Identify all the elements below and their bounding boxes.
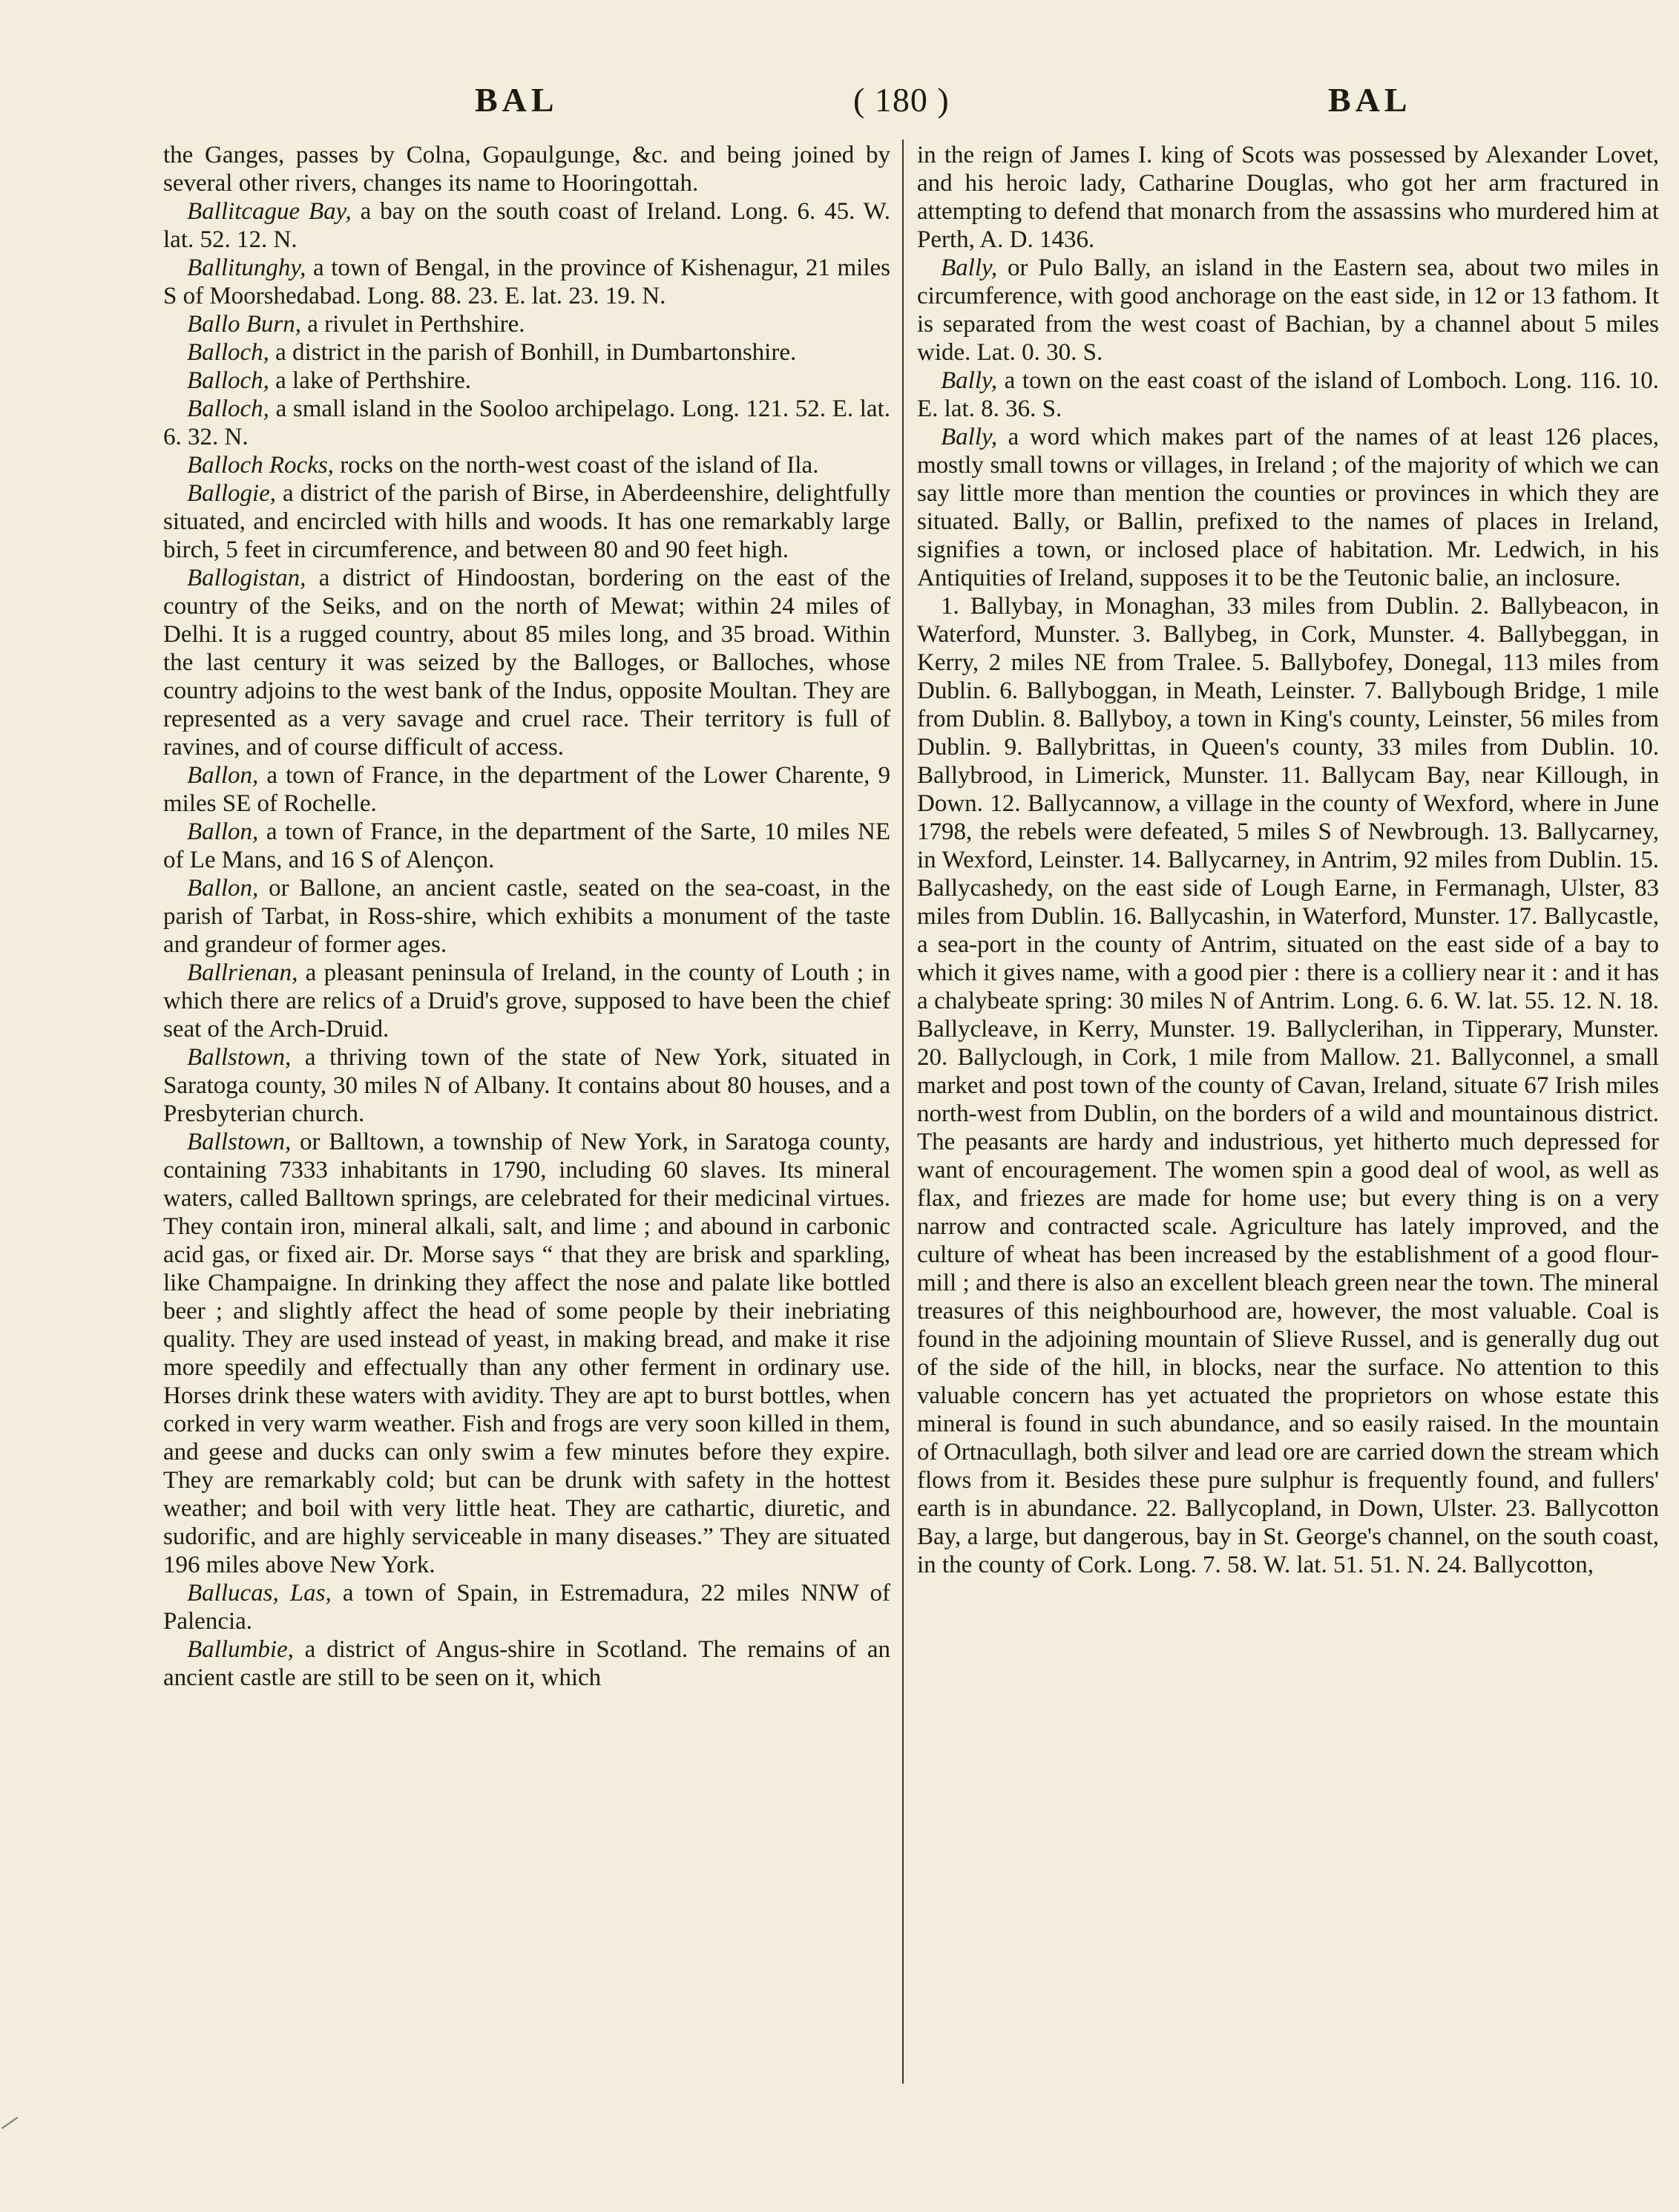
entry-text: a town of France, in the department of the Sarte, 10 miles NE of Le Mans, and 16 S of Alençon. [163,818,890,873]
entry-text: rocks on the north-west coast of the island of Ila. [333,452,819,479]
entry-headword: Ballon, [187,818,259,845]
entry-text: in the reign of James I. king of Scots was possessed by Alexander Lovet, and his heroic lady, Catharine Douglas, who got her arm fractured in attempting to defend that monarch from the assassins who murdered him at Perth, A. D. 1436. [917,142,1659,253]
entry-text: a district of Hindoostan, bordering on the east of the country of the Seiks, and on the north of Mewat; within 24 miles of Delhi. It is a rugged country, about 85 miles long, and 35 broad. Within the last century it was seized by the Balloges, or Balloches, whose country adjoins to the west bank of the Indus, opposite Moultan. They are represented as a very savage and cruel race. Their territory is full of ravines, and of course difficult of access. [163,565,890,761]
page-edge-mark [1,2117,18,2130]
entry-text: a district in the parish of Bonhill, in Dumbartonshire. [269,339,797,366]
entry-text: a district of the parish of Birse, in Aberdeenshire, delightfully situated, and encircled with hills and woods. It has one remarkably large birch, 5 feet in circumference, and between 80 and 90 feet high. [163,480,890,563]
entry-text: a rivulet in Perthshire. [301,311,525,338]
entry-headword: Ballstown, [187,1129,292,1155]
dictionary-entry [163,1128,890,1579]
header-left-guideword: BAL [475,81,559,119]
entry-headword: Ballon, [187,875,259,902]
entry-headword: Ballogistan, [187,565,306,591]
dictionary-entry [163,959,890,1043]
entry-headword: Ballo Burn, [187,311,301,338]
dictionary-entry [917,141,1659,254]
entry-text: a town of France, in the department of the Lower Charente, 9 miles SE of Rochelle. [163,762,890,817]
entry-headword: Ballitcague Bay, [187,198,352,225]
entry-text: a thriving town of the state of New York, situated in Saratoga county, 30 miles N of Albany. It contains about 80 houses, and a Presbyterian church. [163,1044,890,1127]
entry-text: 1. Ballybay, in Monaghan, 33 miles from Dublin. 2. Ballybeacon, in Waterford, Munster. 3. Ballybeg, in Cork, Munster. 4. Ballybeggan, in Kerry, 2 miles NE from Tralee. 5. Ballybofey, Donegal, 113 miles from Dublin. 6. Ballyboggan, in Meath, Leinster. 7. Ballybough Bridge, 1 mile from Dublin. 8. Ballyboy, a town in King's county, Leinster, 56 miles from Dublin. 9. Ballybrittas, in Queen's county, 33 miles from Dublin. 10. Ballybrood, in Limerick, Munster. 11. Ballycam Bay, near Killough, in Down. 12. Ballycannow, a village in the county of Wexford, where in June 1798, the rebels were defeated, 5 miles S of Newbrough. 13. Ballycarney, in Wexford, Leinster. 14. Ballycarney, in Antrim, 92 miles from Dublin. 15. Ballycashedy, on the east side of Lough Earne, in Fermanagh, Ulster, 83 miles from Dublin. 16. Ballycashin, in Waterford, Munster. 17. Ballycastle, a sea-port in the county of Antrim, situated on the east side of a bay to which it gives name, with a good pier : there is a colliery near it : and it has a chalybeate spring: 30 miles N of Antrim. Long. 6. 6. W. lat. 55. 12. N. 18. Ballycleave, in Kerry, Munster. 19. Ballyclerihan, in Tipperary, Munster. 20. Ballyclough, in Cork, 1 mile from Mallow. 21. Ballyconnel, a small market and post town of the county of Cavan, Ireland, situate 67 Irish miles north-west from Dublin, on the borders of a wild and mountainous district. The peasants are hardy and industrious, yet hitherto much depressed for want of encouragement. The women spin a good deal of wool, as well as flax, and friezes are made for home use; but every thing is on a very narrow and contracted scale. Agriculture has lately improved, and the culture of wheat has been increased by the establishment of a good flour-mill ; and there is also an excellent bleach green near the town. The mineral treasures of this neighbourhood are, however, the most valuable. Coal is found in the adjoining mountain of Slieve Russel, and is generally dug out of the side of the hill, in blocks, near the surface. No attention to this valuable concern has yet actuated the proprietors on whose estate this mineral is found in such abundance, and so easily raised. In the mountain of Ortnacullagh, both silver and lead ore are carried down the stream which flows from it. Besides these pure sulphur is frequently found, and fullers' earth is in abundance. 22. Ballycopland, in Down, Ulster. 23. Ballycotton Bay, a large, but dangerous, bay in St. George's channel, on the south coast, in the county of Cork. Long. 7. 58. W. lat. 51. 51. N. 24. Ballycotton, [917,593,1659,1578]
entry-headword: Balloch, [187,339,269,366]
header-right-guideword: BAL [1328,81,1412,119]
entry-headword: Ballogie, [187,480,277,507]
entry-text: a town of Bengal, in the province of Kishenagur, 21 miles S of Moorshedabad. Long. 88. 23. E. lat. 23. 19. N. [163,255,890,309]
dictionary-entry [163,1043,890,1128]
dictionary-entry [163,479,890,564]
running-header [0,80,1679,125]
dictionary-entry [163,141,890,197]
dictionary-entry [917,592,1659,1579]
entry-headword: Bally, [941,367,998,394]
entry-text: a lake of Perthshire. [269,367,472,394]
dictionary-entry [163,818,890,874]
dictionary-entry [163,338,890,367]
entry-text: a word which makes part of the names of at least 126 places, mostly small towns or villages, in Ireland ; of the majority of which we can say little more than mention the counties or provinces in which they are situated. Bally, or Ballin, prefixed to the names of places in Ireland, signifies a town, or inclosed place of habitation. Mr. Ledwich, in his Antiquities of Ireland, supposes it to be the Teutonic balie, an inclosure. [917,424,1659,591]
entry-text: the Ganges, passes by Colna, Gopaulgunge, &c. and being joined by several other rivers, changes its name to Hooringottah. [163,142,890,197]
left-column [163,141,890,2070]
dictionary-entry [163,197,890,254]
entry-text: a small island in the Sooloo archipelago. Long. 121. 52. E. lat. 6. 32. N. [163,396,890,450]
entry-headword: Ballumbie, [187,1636,294,1663]
right-column [917,141,1659,2070]
dictionary-entry [163,874,890,959]
entry-text: a bay on the south coast of Ireland. Long. 6. 45. W. lat. 52. 12. N. [163,198,890,253]
page-number: ( 180 ) [853,81,950,119]
dictionary-entry [163,564,890,761]
entry-headword: Ballucas, Las, [187,1580,332,1607]
dictionary-entry [163,254,890,310]
entry-text: or Pulo Bally, an island in the Eastern sea, about two miles in circumference, with good anchorage on the east side, in 12 or 13 fathom. It is separated from the west coast of Bachian, by a channel about 5 miles wide. Lat. 0. 30. S. [917,255,1659,366]
entry-text: a pleasant peninsula of Ireland, in the county of Louth ; in which there are relics of a Druid's grove, supposed to have been the chief seat of the Arch-Druid. [163,959,890,1043]
entry-headword: Ballrienan, [187,959,298,986]
entry-text: a district of Angus-shire in Scotland. The remains of an ancient castle are still to be seen on it, which [163,1636,890,1691]
dictionary-entry [917,254,1659,367]
entry-headword: Ballitunghy, [187,255,306,281]
dictionary-entry [163,1635,890,1692]
entry-text: or Ballone, an ancient castle, seated on the sea-coast, in the parish of Tarbat, in Ross-shire, which exhibits a monument of the taste and grandeur of former ages. [163,875,890,958]
entry-headword: Ballon, [187,762,259,789]
entry-headword: Bally, [941,424,998,450]
entry-text: or Balltown, a township of New York, in Saratoga county, containing 7333 inhabitants in 1790, including 60 slaves. Its mineral waters, called Balltown springs, are celebrated for their medicinal virtues. They contain iron, mineral alkali, salt, and lime ; and abound in carbonic acid gas, or fixed air. Dr. Morse says “ that they are brisk and sparkling, like Champaigne. In drinking they affect the nose and palate like bottled beer ; and slightly affect the head of some people by their inebriating quality. They are used instead of yeast, in making bread, and make it rise more speedily and effectually than any other ferment in ordinary use. Horses drink these waters with avidity. They are apt to burst bottles, when corked in very warm weather. Fish and frogs are very soon killed in them, and geese and ducks can only swim a few minutes before they expire. They are remarkably cold; but can be drunk with safety in the hottest weather; and boil with very little heat. They are cathartic, diuretic, and sudorific, and are highly serviceable in many diseases.” They are situated 196 miles above New York. [163,1129,890,1578]
entry-headword: Balloch, [187,396,269,422]
entry-headword: Bally, [941,255,998,281]
dictionary-entry [163,451,890,479]
dictionary-entry [163,761,890,818]
dictionary-entry [163,367,890,395]
dictionary-entry [163,1579,890,1635]
entry-headword: Balloch Rocks, [187,452,334,479]
entry-text: a town of Spain, in Estremadura, 22 miles NNW of Palencia. [163,1580,890,1635]
dictionary-entry [917,367,1659,423]
dictionary-entry [163,395,890,451]
dictionary-entry [917,423,1659,592]
entry-headword: Ballstown, [187,1044,292,1071]
column-divider [902,140,904,2084]
entry-text: a town on the east coast of the island of Lomboch. Long. 116. 10. E. lat. 8. 36. S. [917,367,1659,422]
entry-headword: Balloch, [187,367,269,394]
dictionary-entry [163,310,890,338]
